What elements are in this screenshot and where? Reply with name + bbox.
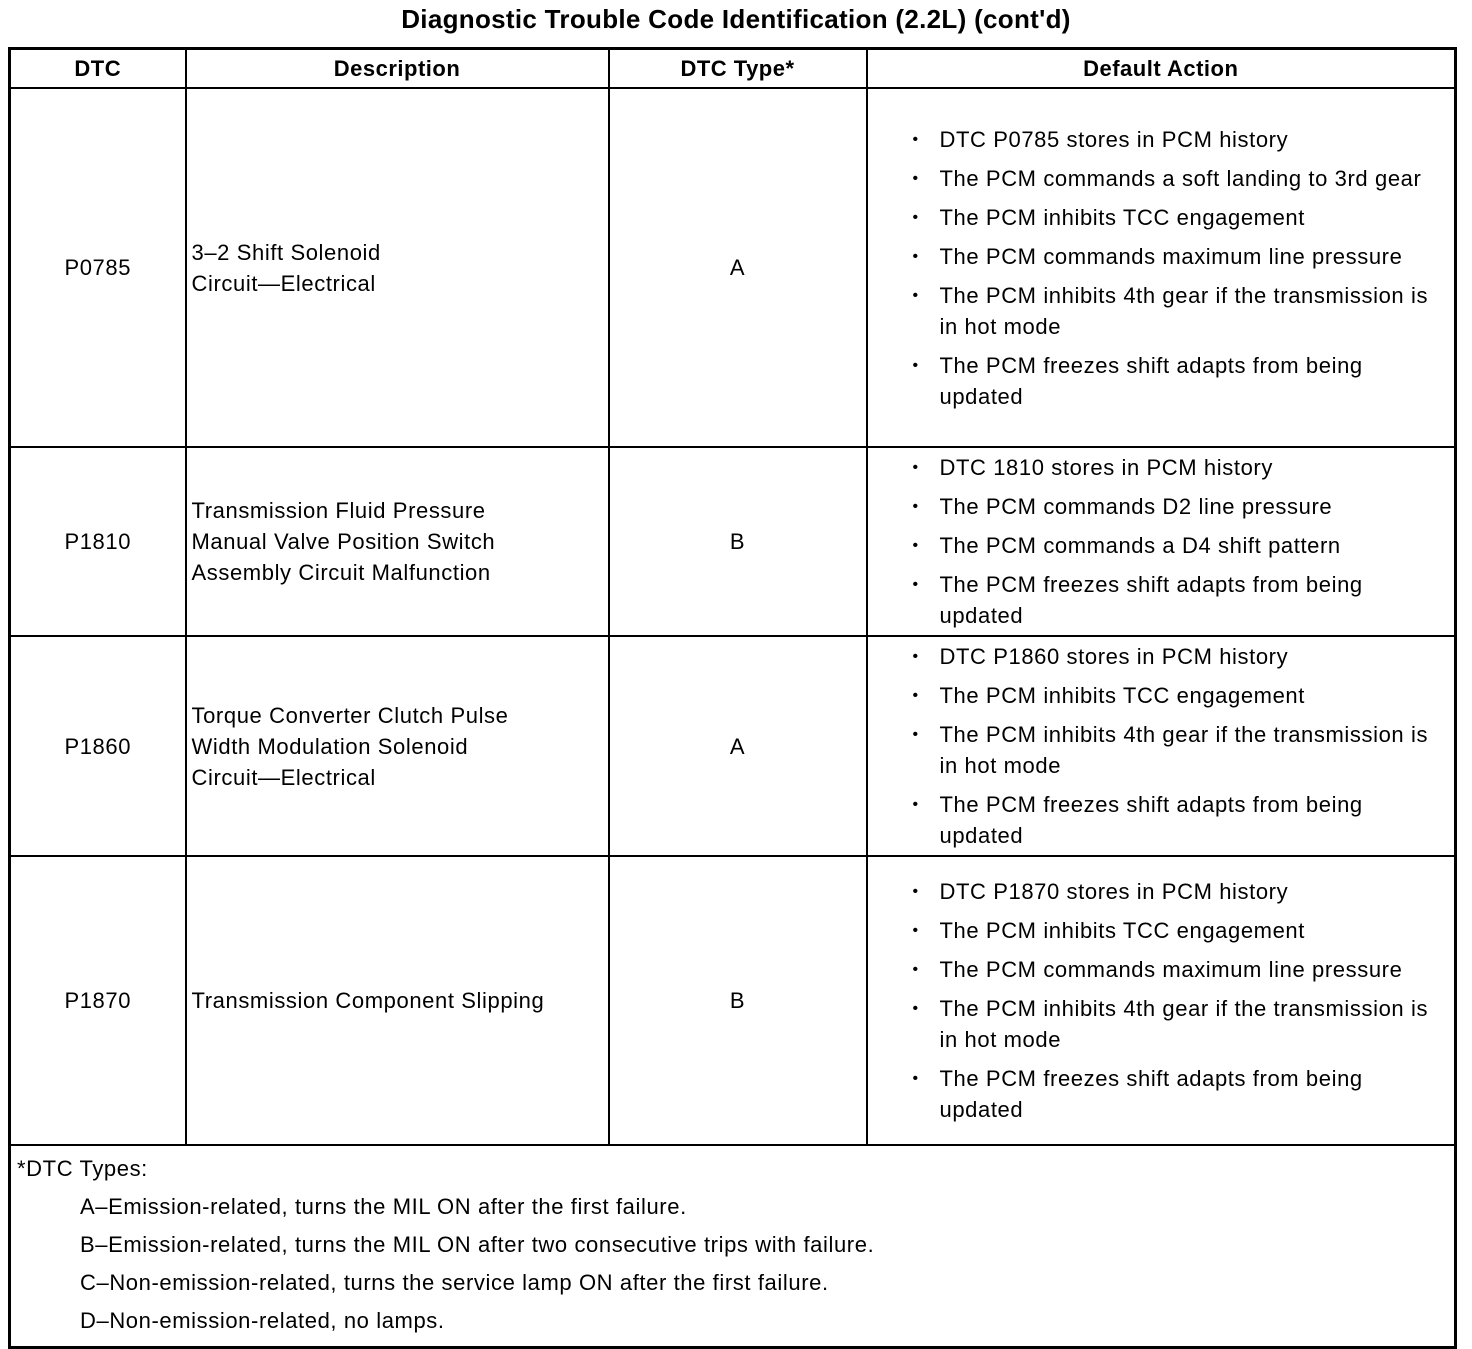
- description-line: Manual Valve Position Switch: [191, 529, 496, 554]
- description-line: Transmission Fluid Pressure: [191, 498, 486, 523]
- action-item: [868, 163, 1441, 194]
- footnote-item: C–Non-emission-related, turns the service lamp ON after the first failure.: [80, 1270, 829, 1295]
- footnote-item: D–Non-emission-related, no lamps.: [80, 1308, 445, 1333]
- action-item: [868, 719, 1441, 781]
- bullet-icon: •: [912, 576, 919, 593]
- action-item: [868, 124, 1441, 155]
- action-text: The PCM freezes shift adapts from being updated: [939, 352, 1363, 409]
- action-item: [868, 202, 1441, 233]
- description-line: 3–2 Shift Solenoid: [191, 239, 381, 265]
- action-item: [868, 452, 1441, 483]
- action-item: [868, 641, 1441, 672]
- table-row: [10, 88, 1456, 447]
- bullet-icon: •: [912, 247, 919, 265]
- dtc-type: B: [609, 447, 867, 636]
- bullet-icon: •: [912, 459, 919, 476]
- action-text: The PCM commands maximum line pressure: [939, 957, 1403, 982]
- action-text: The PCM freezes shift adapts from being updated: [939, 792, 1363, 848]
- action-text: The PCM commands a D4 shift pattern: [939, 533, 1341, 558]
- bullet-icon: •: [912, 537, 919, 554]
- footnote-item: B–Emission-related, turns the MIL ON after two consecutive trips with failure.: [80, 1232, 875, 1257]
- dtc-type: A: [609, 636, 867, 856]
- dtc-code: P0785: [10, 88, 186, 447]
- page-title: Diagnostic Trouble Code Identification (2.2L) (cont'd): [401, 4, 1071, 34]
- action-item: [868, 350, 1441, 412]
- dtc-description: [186, 447, 609, 636]
- description-line: Assembly Circuit Malfunction: [191, 560, 491, 585]
- action-list: [868, 448, 1455, 635]
- description-line: Transmission Component Slipping: [191, 988, 545, 1013]
- footnote-item: A–Emission-related, turns the MIL ON after the first failure.: [80, 1194, 687, 1219]
- bullet-icon: •: [912, 648, 919, 665]
- table-header-row: [10, 49, 1456, 89]
- action-text: The PCM commands D2 line pressure: [939, 494, 1333, 519]
- bullet-icon: •: [912, 726, 919, 743]
- header-dtc-type: DTC Type*: [609, 49, 867, 89]
- action-item: [868, 954, 1441, 985]
- bullet-icon: •: [912, 1000, 919, 1017]
- table-row: [10, 636, 1456, 856]
- default-action: [867, 636, 1456, 856]
- action-item: [868, 1063, 1441, 1125]
- dtc-code: P1810: [10, 447, 186, 636]
- bullet-icon: •: [912, 356, 919, 374]
- action-item: [868, 280, 1441, 342]
- action-text: The PCM inhibits TCC engagement: [939, 683, 1305, 708]
- action-item: [868, 876, 1441, 907]
- action-text: The PCM inhibits 4th gear if the transmission is in hot mode: [939, 282, 1429, 339]
- action-text: The PCM inhibits TCC engagement: [939, 918, 1305, 943]
- table-row: [10, 447, 1456, 636]
- default-action: [867, 447, 1456, 636]
- dtc-types-footnote: [10, 1145, 1456, 1348]
- bullet-icon: •: [912, 687, 919, 704]
- bullet-icon: •: [912, 883, 919, 900]
- footnote-row: [10, 1145, 1456, 1348]
- action-text: The PCM inhibits 4th gear if the transmission is in hot mode: [939, 996, 1429, 1052]
- bullet-icon: •: [912, 796, 919, 813]
- description-line: Width Modulation Solenoid: [191, 733, 469, 759]
- dtc-description: [186, 636, 609, 856]
- bullet-icon: •: [912, 1070, 919, 1087]
- action-text: DTC P1870 stores in PCM history: [939, 879, 1289, 904]
- bullet-icon: •: [912, 961, 919, 978]
- description-line: Circuit—Electrical: [191, 270, 376, 296]
- dtc-code: P1870: [10, 856, 186, 1145]
- default-action: [867, 856, 1456, 1145]
- dtc-description: [186, 88, 609, 447]
- header-description: Description: [186, 49, 609, 89]
- action-item: [868, 915, 1441, 946]
- action-item: [868, 680, 1441, 711]
- bullet-icon: •: [912, 130, 919, 148]
- table-row: [10, 856, 1456, 1145]
- dtc-code: P1860: [10, 636, 186, 856]
- bullet-icon: •: [912, 286, 919, 304]
- default-action: [867, 88, 1456, 447]
- dtc-description: [186, 856, 609, 1145]
- action-item: [868, 789, 1441, 851]
- dtc-table: [8, 47, 1457, 1349]
- header-dtc: DTC: [10, 49, 186, 89]
- action-item: [868, 241, 1441, 272]
- action-list: [868, 120, 1455, 416]
- action-item: [868, 993, 1441, 1055]
- action-text: The PCM freezes shift adapts from being updated: [939, 1066, 1363, 1122]
- action-text: The PCM commands maximum line pressure: [939, 243, 1403, 269]
- action-text: DTC 1810 stores in PCM history: [939, 455, 1273, 480]
- bullet-icon: •: [912, 169, 919, 187]
- action-text: DTC P0785 stores in PCM history: [939, 126, 1289, 152]
- action-text: The PCM freezes shift adapts from being updated: [939, 572, 1363, 628]
- action-text: The PCM inhibits 4th gear if the transmission is in hot mode: [939, 722, 1429, 778]
- footnote-heading: *DTC Types:: [17, 1156, 148, 1181]
- bullet-icon: •: [912, 922, 919, 939]
- action-list: [868, 872, 1455, 1129]
- bullet-icon: •: [912, 208, 919, 226]
- action-item: [868, 530, 1441, 561]
- description-line: Circuit—Electrical: [191, 764, 376, 790]
- action-list: [868, 637, 1455, 855]
- bullet-icon: •: [912, 498, 919, 515]
- action-text: The PCM inhibits TCC engagement: [939, 204, 1305, 230]
- action-item: [868, 491, 1441, 522]
- dtc-type: B: [609, 856, 867, 1145]
- action-text: DTC P1860 stores in PCM history: [939, 644, 1289, 669]
- description-line: Torque Converter Clutch Pulse: [191, 702, 509, 728]
- dtc-type: A: [609, 88, 867, 447]
- action-item: [868, 569, 1441, 631]
- action-text: The PCM commands a soft landing to 3rd gear: [939, 165, 1422, 191]
- header-default-action: Default Action: [867, 49, 1456, 89]
